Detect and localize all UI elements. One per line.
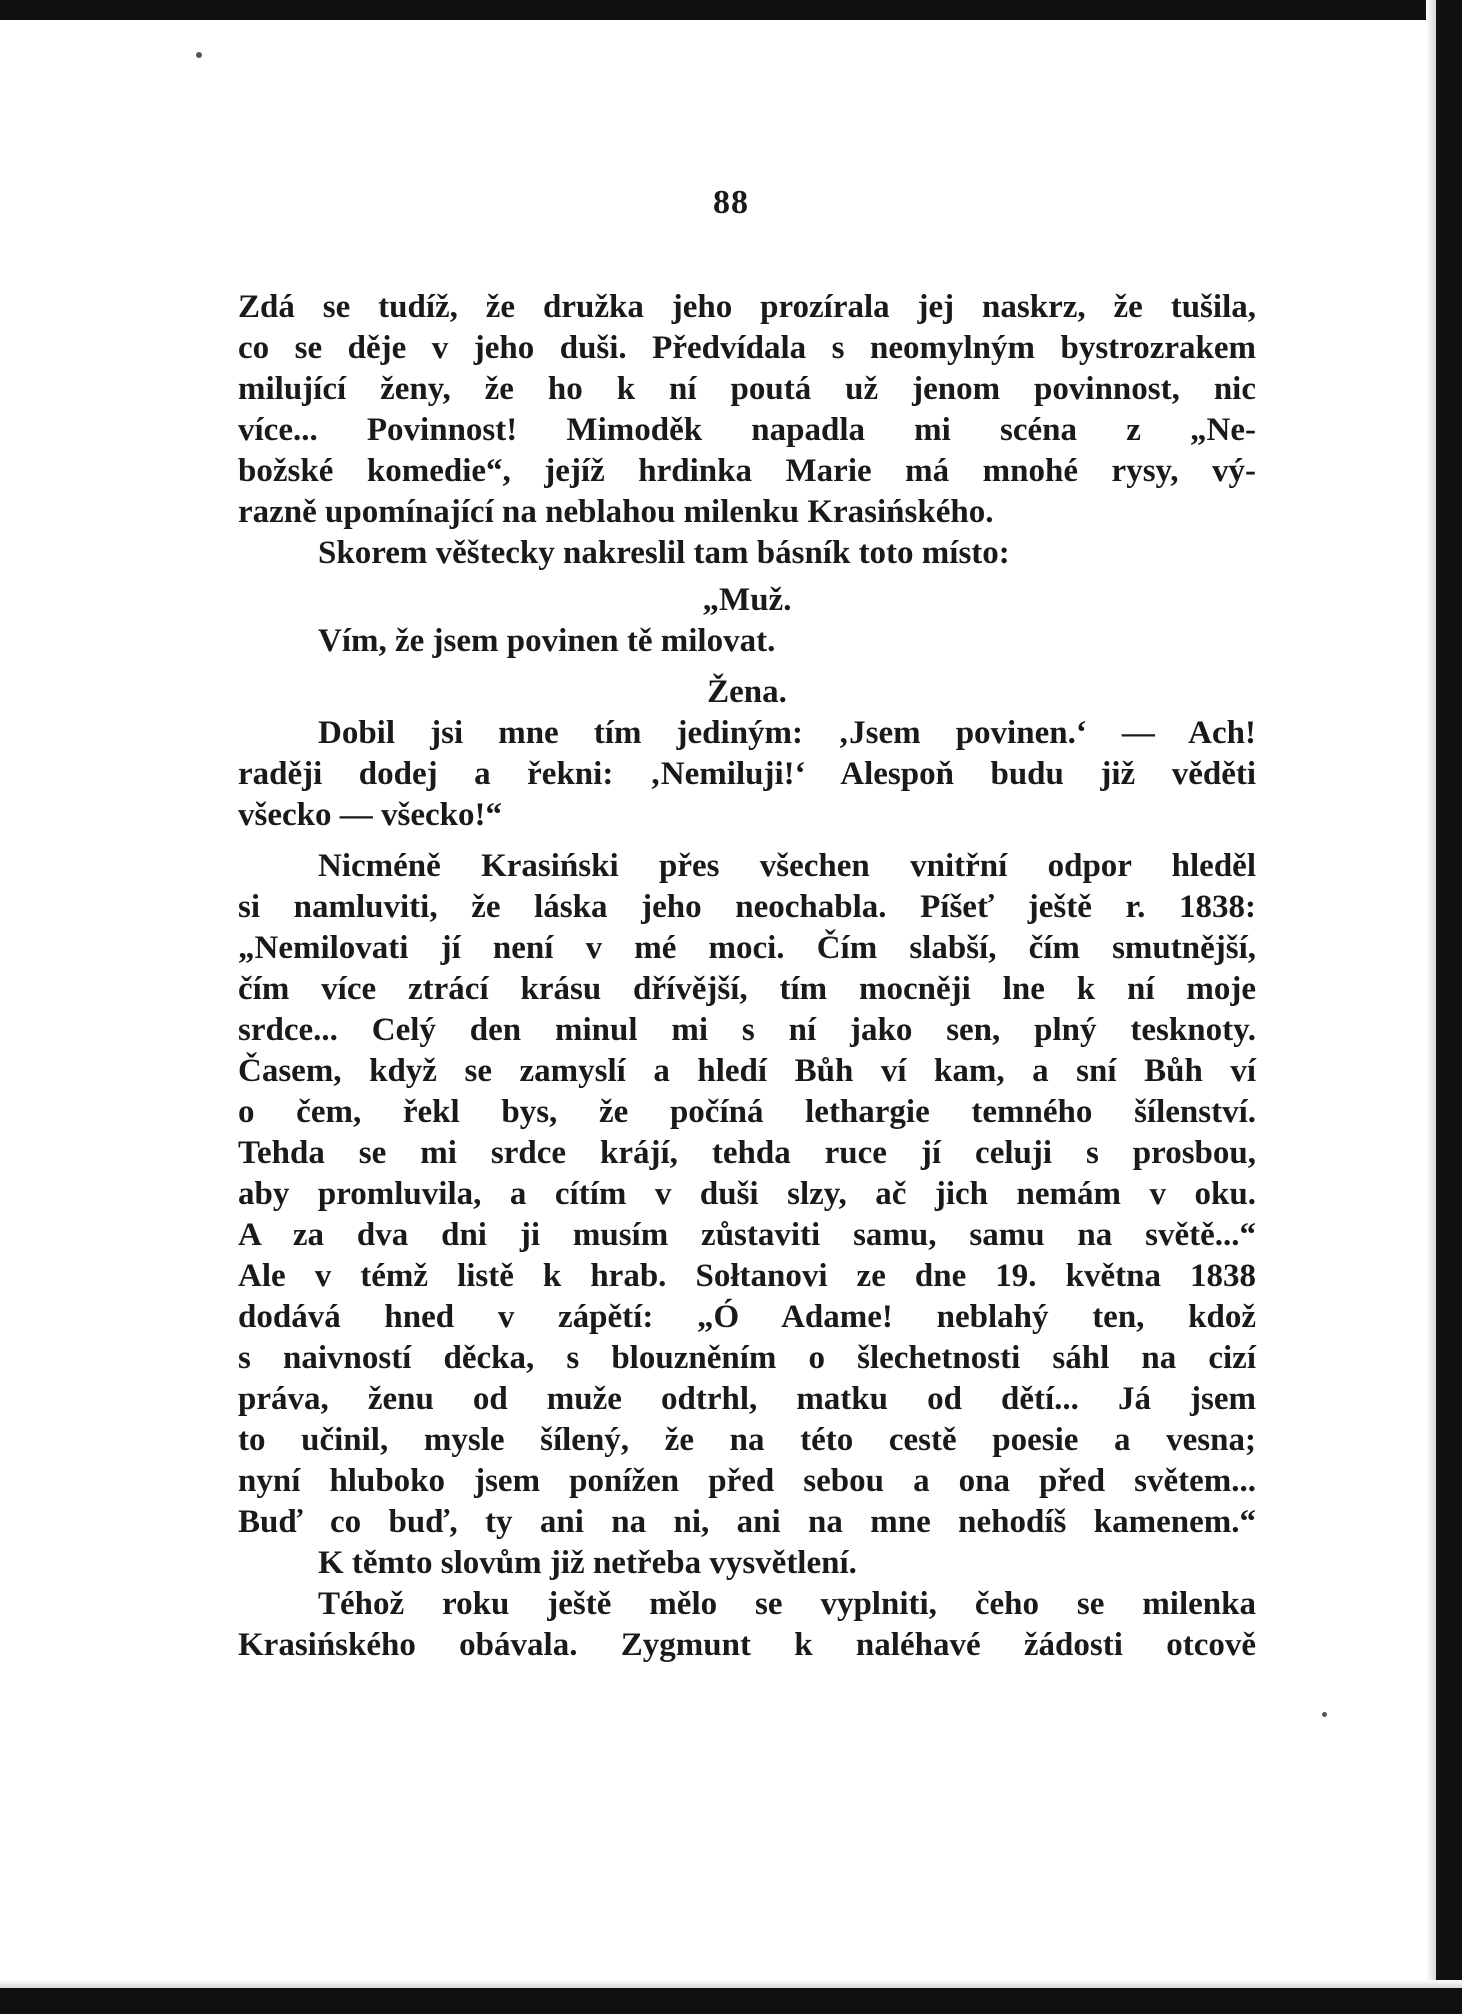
text-line: více... Povinnost! Mimoděk napadla mi scéna z „Ne- — [238, 412, 1256, 448]
text-line: Tehda se mi srdce krájí, tehda ruce jí celuji s prosbou, — [238, 1135, 1256, 1171]
text-line: dodává hned v zápětí: „Ó Adame! neblahý ten, kdož — [238, 1299, 1256, 1335]
text-line: milující ženy, že ho k ní poutá už jenom povinnost, nic — [238, 371, 1256, 407]
text-line: raději dodej a řekni: ‚Nemiluji!‘ Alespoň budu již věděti — [238, 756, 1256, 792]
text-line: Krasińského obávala. Zygmunt k naléhavé žádosti otcově — [238, 1627, 1256, 1663]
text-line: to učinil, mysle šílený, že na této cestě poesie a vesna; — [238, 1422, 1256, 1458]
text-line: co se děje v jeho duši. Předvídala s neomylným bystrozrakem — [238, 330, 1256, 366]
text-line: Dobil jsi mne tím jediným: ‚Jsem povinen.‘ — Ach! — [318, 715, 1256, 751]
text-line: Nicméně Krasiński přes všechen vnitřní odpor hleděl — [318, 848, 1256, 884]
text-line: božské komedie“, jejíž hrdinka Marie má mnohé rysy, vý- — [238, 453, 1256, 489]
text-line: Ale v témž listě k hrab. Sołtanovi ze dne 19. května 1838 — [238, 1258, 1256, 1294]
text-line: si namluviti, že láska jeho neochabla. Píšeť ještě r. 1838: — [238, 889, 1256, 925]
text-line: všecko — všecko!“ — [238, 797, 502, 833]
text-line: Skorem věštecky nakreslil tam básník toto místo: — [318, 535, 1010, 571]
scan-speck — [196, 52, 202, 58]
text-line: Časem, když se zamyslí a hledí Bůh ví kam, a sní Bůh ví — [238, 1053, 1256, 1089]
text-line: Vím, že jsem povinen tě milovat. — [318, 623, 776, 659]
text-line: Téhož roku ještě mělo se vyplniti, čeho se milenka — [318, 1586, 1256, 1622]
text-line: nyní hluboko jsem ponížen před sebou a ona před světem... — [238, 1463, 1256, 1499]
text-line: Buď co buď, ty ani na ni, ani na mne nehodíš kamenem.“ — [238, 1504, 1256, 1540]
text-line: s naivností děcka, s blouzněním o šlechetnosti sáhl na cizí — [238, 1340, 1256, 1376]
text-line: „Nemilovati jí není v mé moci. Čím slabší, čím smutnější, — [238, 930, 1256, 966]
text-line: razně upomínající na neblahou milenku Krasińského. — [238, 494, 994, 530]
speaker-heading: Žena. — [707, 674, 787, 710]
text-line: A za dva dni ji musím zůstaviti samu, samu na světě...“ — [238, 1217, 1256, 1253]
page-text — [238, 287, 1256, 1666]
text-line: práva, ženu od muže odtrhl, matku od dětí... Já jsem — [238, 1381, 1256, 1417]
scan-shadow-right — [1426, 0, 1436, 2014]
scan-edge-right — [1436, 0, 1462, 2014]
scan-edge-bottom — [0, 1988, 1462, 2014]
text-line: srdce... Celý den minul mi s ní jako sen, plný tesknoty. — [238, 1012, 1256, 1048]
text-line: o čem, řekl bys, že počíná lethargie temného šílenství. — [238, 1094, 1256, 1130]
scan-edge-top — [0, 0, 1462, 20]
speaker-heading: „Muž. — [702, 582, 792, 618]
scan-shadow-bottom — [0, 1980, 1462, 1988]
text-line: K těmto slovům již netřeba vysvětlení. — [318, 1545, 857, 1581]
page-number: 88 — [713, 184, 749, 221]
text-line: Zdá se tudíž, že družka jeho prozírala jej naskrz, že tušila, — [238, 289, 1256, 325]
text-line: aby promluvila, a cítím v duši slzy, ač jich nemám v oku. — [238, 1176, 1256, 1212]
scan-speck — [1322, 1712, 1327, 1717]
text-line: čím více ztrácí krásu dřívější, tím mocněji lne k ní moje — [238, 971, 1256, 1007]
